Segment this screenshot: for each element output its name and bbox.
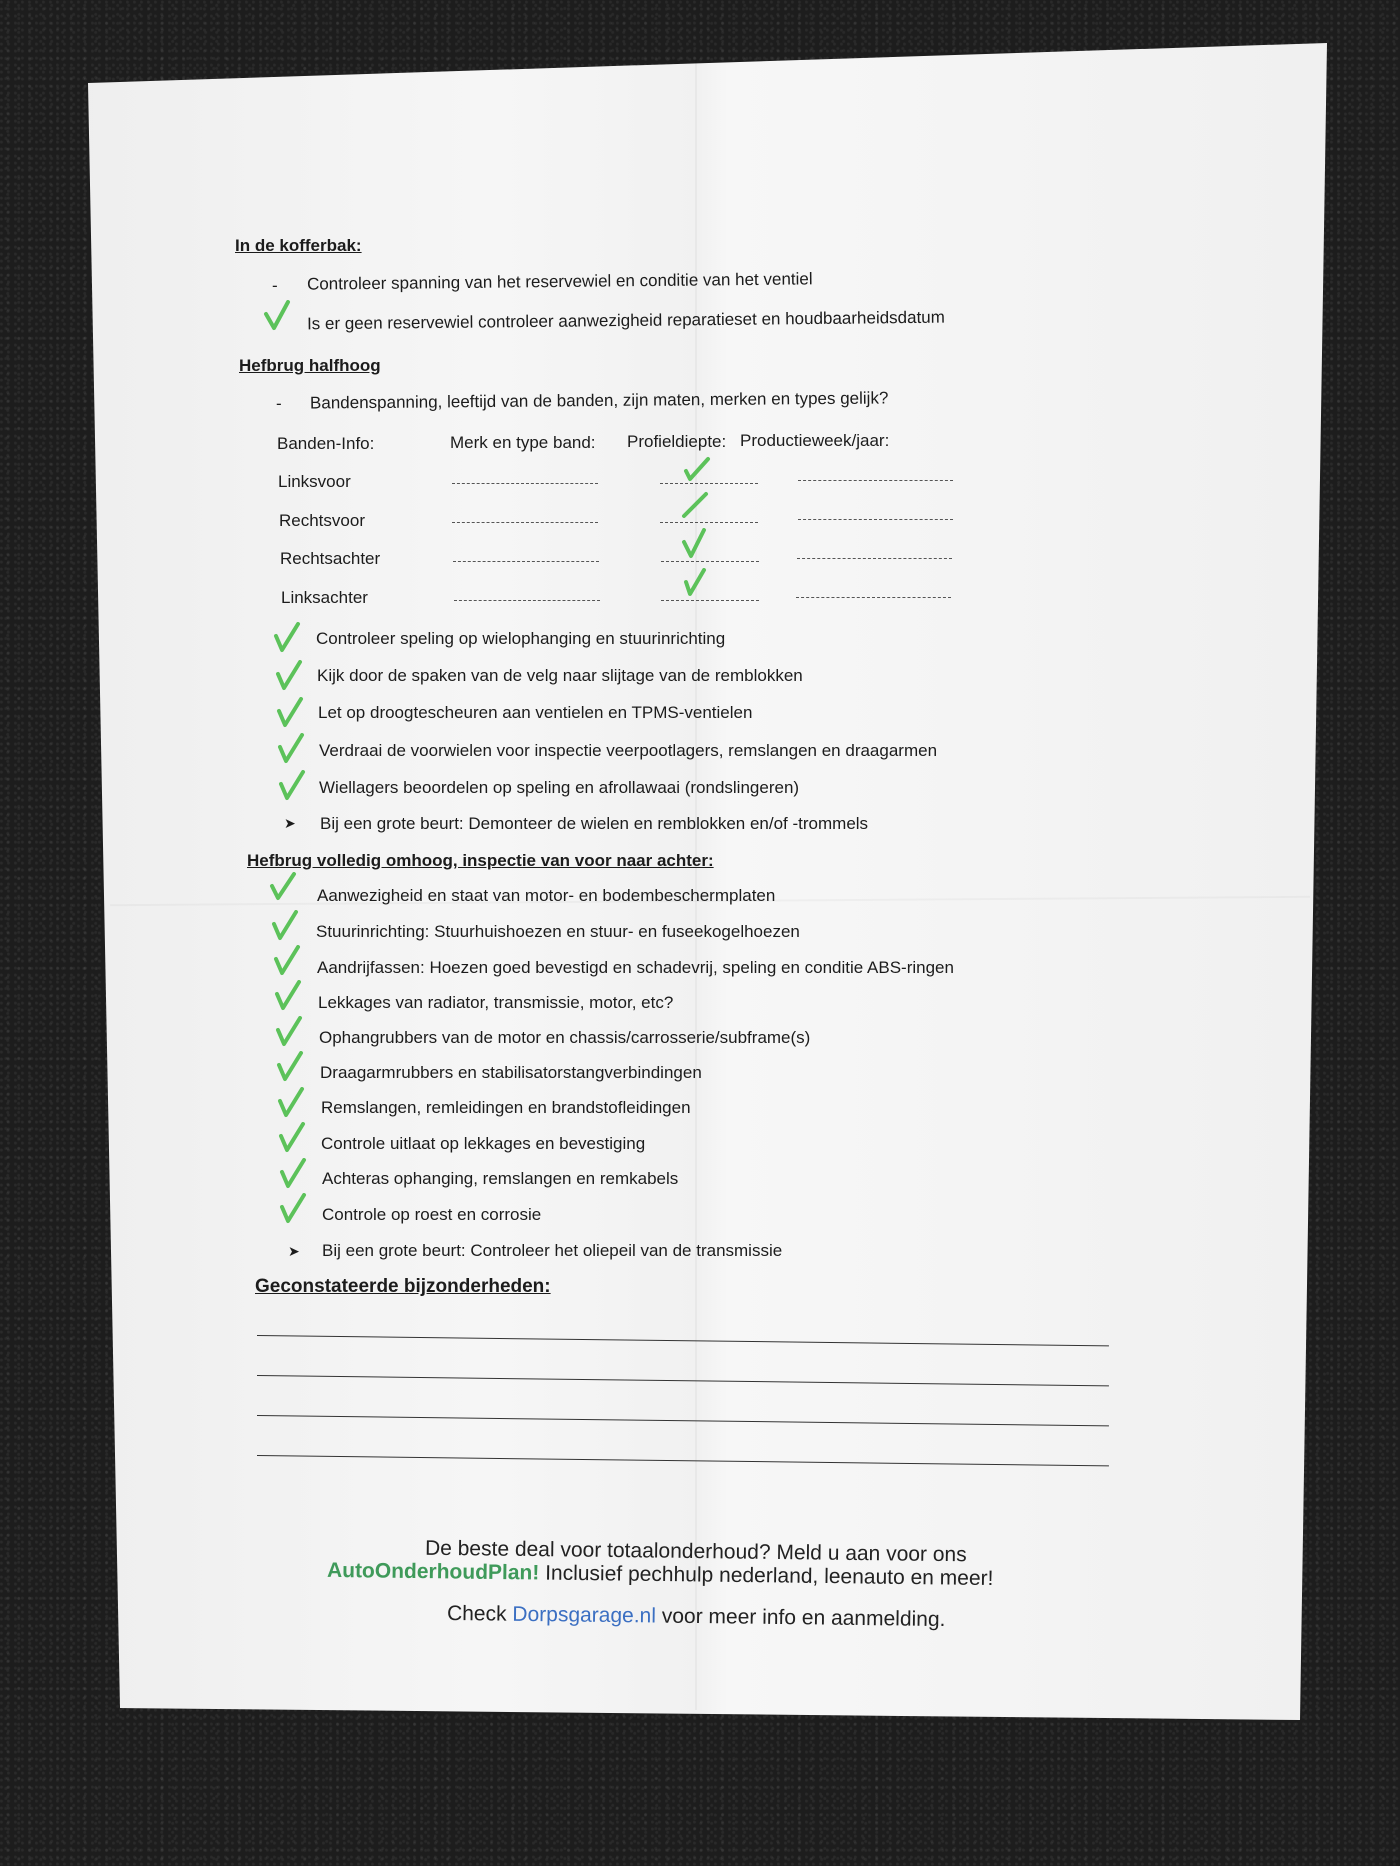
fill-line-merk (453, 561, 599, 562)
brand-name: AutoOnderhoudPlan! (326, 1558, 540, 1585)
fill-line-profiel (660, 522, 758, 523)
green-check-icon (274, 1016, 304, 1048)
volledig-item: Stuurinrichting: Stuurhuishoezen en stuur- en fuseekogelhoezen (316, 922, 800, 941)
volledig-item: Remslangen, remleidingen en brandstofleidingen (321, 1098, 691, 1117)
notes-line (257, 1415, 1109, 1426)
tire-row-label: Linksachter (281, 588, 368, 607)
fill-line-productie (798, 480, 953, 481)
fill-line-productie (798, 519, 953, 520)
section-heading-kofferbak: In de kofferbak: (235, 236, 362, 255)
bullet-dash: - (272, 276, 278, 295)
halfhoog-item: Let op droogtescheuren aan ventielen en TPMS-ventielen (318, 703, 753, 722)
green-check-icon (276, 733, 306, 765)
green-check-icon (270, 910, 300, 942)
green-check-icon (275, 1051, 305, 1083)
footer-promo-line: De beste deal voor totaalonderhoud? Meld u aan voor ons (424, 1536, 967, 1567)
footer-check-suffix: voor meer info en aanmelding. (655, 1604, 946, 1632)
volledig-item: Ophangrubbers van de motor en chassis/carrosserie/subframe(s) (319, 1028, 811, 1047)
volledig-item: Lekkages van radiator, transmissie, motor, etc? (318, 993, 674, 1012)
green-check-icon (278, 1158, 308, 1190)
green-check-icon (268, 872, 298, 904)
green-check-icon (277, 1122, 307, 1154)
tire-row-label: Rechtsachter (280, 549, 381, 568)
green-check-icon (680, 490, 710, 522)
kofferbak-item: Is er geen reservewiel controleer aanwezigheid reparatieset en houdbaarheidsdatum (306, 307, 945, 334)
green-check-icon (272, 622, 302, 654)
volledig-item: Aandrijfassen: Hoezen goed bevestigd en schadevrij, speling en conditie ABS-ringen (317, 958, 954, 977)
notes-line (257, 1335, 1109, 1346)
section-heading-bijzonderheden: Geconstateerde bijzonderheden: (255, 1276, 551, 1297)
table-header-productieweek: Productieweek/jaar: (740, 431, 890, 450)
fill-line-profiel (661, 600, 759, 601)
halfhoog-item: Wiellagers beoordelen op speling en afrollawaai (rondslingeren) (319, 778, 800, 797)
footer-check-prefix: Check (446, 1601, 513, 1626)
footer-benefits: Inclusief pechhulp nederland, leenauto en meer! (539, 1561, 994, 1591)
fill-line-merk (452, 483, 598, 484)
tire-row-label: Linksvoor (278, 472, 351, 491)
footer-check-line (447, 1602, 946, 1632)
volledig-item: Controle op roest en corrosie (322, 1205, 542, 1224)
halfhoog-note: Bij een grote beurt: Demonteer de wielen en remblokken en/of -trommels (320, 814, 869, 833)
table-header-banden-info: Banden-Info: (277, 434, 375, 453)
green-check-icon (262, 300, 292, 332)
volledig-note: Bij een grote beurt: Controleer het oliepeil van de transmissie (322, 1241, 783, 1260)
section-heading-volledig: Hefbrug volledig omhoog, inspectie van voor naar achter: (247, 851, 714, 870)
table-header-merk: Merk en type band: (450, 433, 596, 452)
green-check-icon (680, 528, 710, 560)
notes-line (257, 1375, 1109, 1386)
halfhoog-item: Verdraai de voorwielen voor inspectie veerpootlagers, remslangen en draagarmen (319, 741, 938, 760)
green-check-icon (275, 697, 305, 729)
halfhoog-intro: Bandenspanning, leeftijd van de banden, zijn maten, merken en types gelijk? (309, 388, 889, 413)
volledig-item: Achteras ophanging, remslangen en remkabels (322, 1169, 679, 1188)
halfhoog-item: Controleer speling op wielophanging en stuurinrichting (316, 629, 726, 648)
green-check-icon (276, 1087, 306, 1119)
volledig-item: Draagarmrubbers en stabilisatorstangverbindingen (320, 1063, 702, 1082)
fill-line-merk (454, 600, 600, 601)
green-check-icon (277, 770, 307, 802)
fill-line-merk (452, 522, 598, 523)
green-check-icon (680, 568, 710, 600)
volledig-item: Controle uitlaat op lekkages en bevestiging (321, 1134, 646, 1153)
section-heading-halfhoog: Hefbrug halfhoog (239, 356, 381, 375)
arrow-bullet-icon: ➤ (288, 1243, 300, 1259)
bullet-dash: - (276, 394, 282, 413)
green-check-icon (278, 1193, 308, 1225)
fill-line-productie (797, 558, 952, 559)
fill-line-productie (796, 597, 951, 598)
notes-line (257, 1455, 1109, 1466)
halfhoog-item: Kijk door de spaken van de velg naar slijtage van de remblokken (317, 666, 803, 685)
table-header-profieldiepte: Profieldiepte: (627, 432, 727, 451)
volledig-item: Aanwezigheid en staat van motor- en bodembeschermplaten (317, 886, 776, 905)
fill-line-profiel (661, 561, 759, 562)
arrow-bullet-icon: ➤ (284, 815, 296, 831)
kofferbak-item: Controleer spanning van het reservewiel en conditie van het ventiel (306, 269, 813, 294)
tire-row-label: Rechtsvoor (279, 511, 365, 530)
green-check-icon (272, 945, 302, 977)
website-link[interactable]: Dorpsgarage.nl (512, 1602, 657, 1628)
green-check-icon (682, 455, 712, 487)
green-check-icon (274, 660, 304, 692)
green-check-icon (273, 980, 303, 1012)
